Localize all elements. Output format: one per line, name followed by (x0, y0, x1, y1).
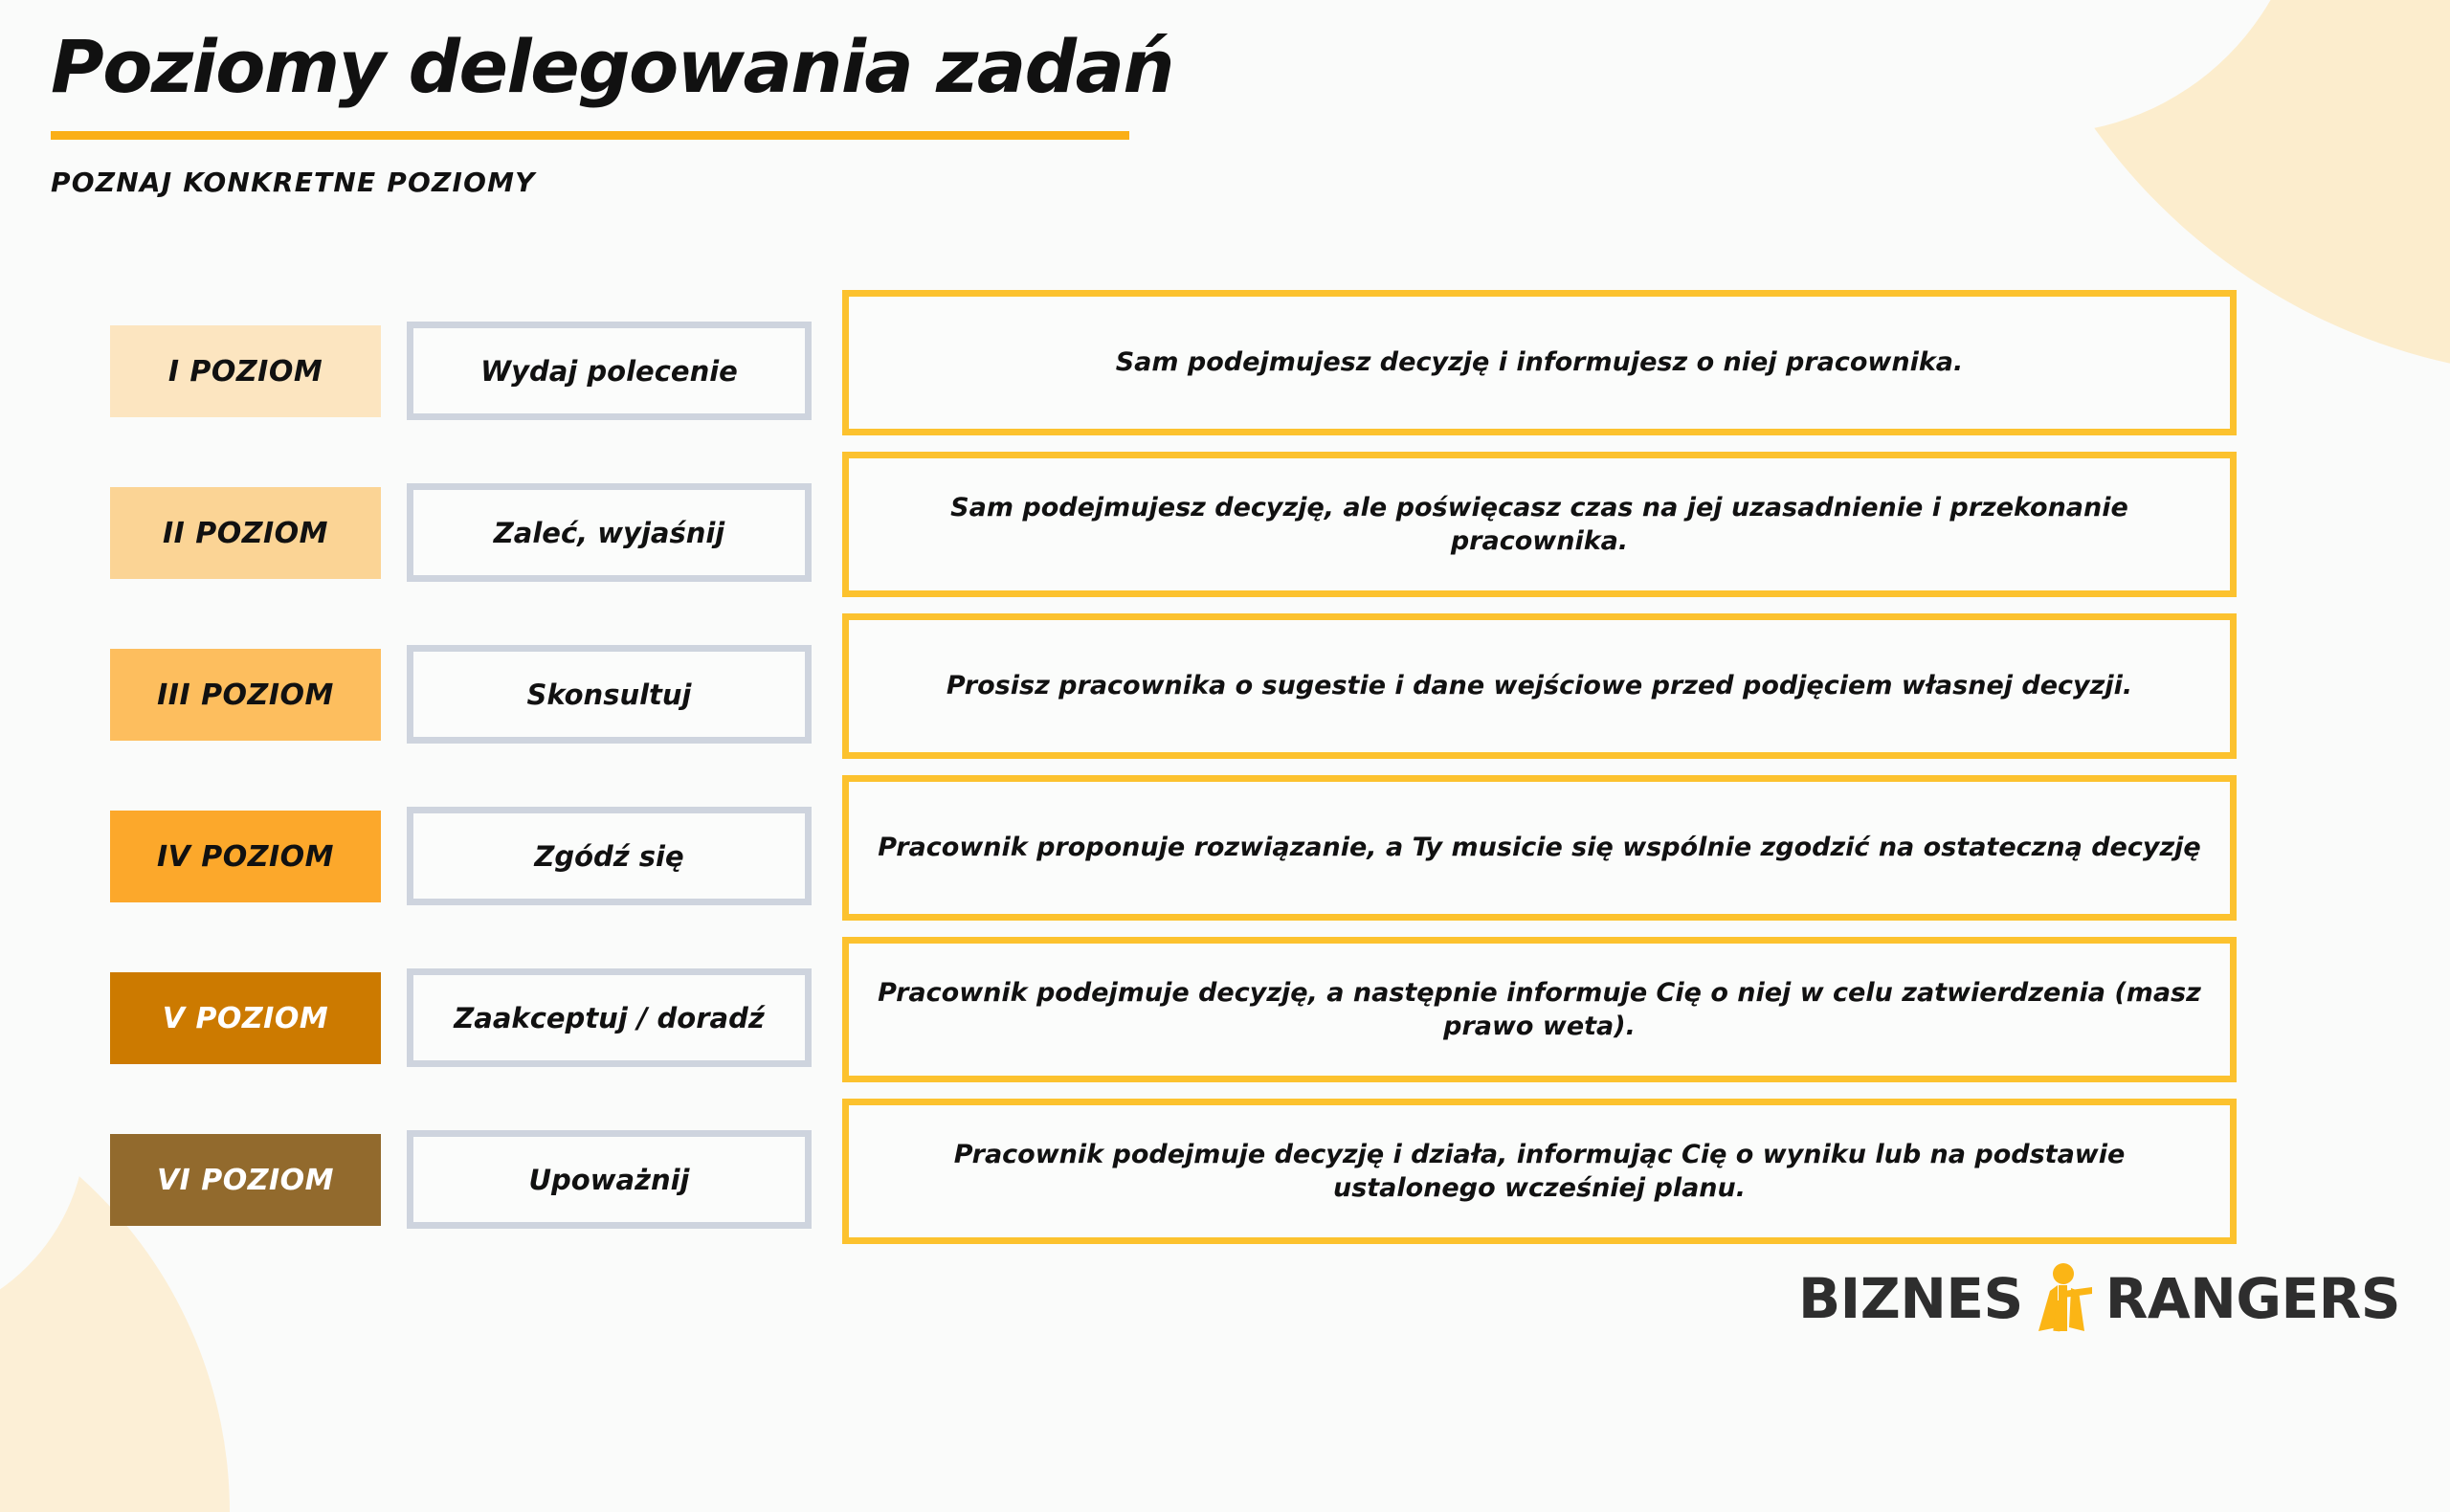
level-badge: III POZIOM (110, 649, 381, 741)
levels-list (0, 290, 2450, 1260)
level-description-box: Pracownik podejmuje decyzję, a następnie informuje Cię o niej w celu zatwierdzenia (masz prawo weta). (842, 937, 2237, 1082)
page-subtitle: POZNAJ KONKRETNE POZIOMY (51, 166, 536, 198)
level-action-box: Zgódź się (407, 807, 812, 905)
level-badge: V POZIOM (110, 972, 381, 1064)
level-row (0, 613, 2450, 775)
level-badge: I POZIOM (110, 325, 381, 417)
level-description-box: Prosisz pracownika o sugestie i dane wejściowe przed podjęciem własnej decyzji. (842, 613, 2237, 759)
header (51, 24, 1173, 198)
level-badge: II POZIOM (110, 487, 381, 579)
level-badge: VI POZIOM (110, 1134, 381, 1226)
title-underline-rule (51, 131, 1129, 140)
level-row (0, 452, 2450, 613)
logo-word-left: BIZNES (1797, 1266, 2023, 1331)
level-description-box: Sam podejmujesz decyzję, ale poświęcasz czas na jej uzasadnienie i przekonanie pracownika. (842, 452, 2237, 597)
logo-word-right: RANGERS (2105, 1266, 2400, 1331)
level-row (0, 1099, 2450, 1260)
level-row (0, 290, 2450, 452)
level-row (0, 775, 2450, 937)
level-description-box: Pracownik podejmuje decyzję i działa, informując Cię o wyniku lub na podstawie ustalonego wcześniej planu. (842, 1099, 2237, 1244)
level-action-box: Zaleć, wyjaśnij (407, 483, 812, 582)
level-badge: IV POZIOM (110, 811, 381, 902)
level-action-box: Skonsultuj (407, 645, 812, 744)
level-description-box: Sam podejmujesz decyzję i informujesz o niej pracownika. (842, 290, 2237, 435)
caped-ranger-icon (2029, 1262, 2100, 1335)
level-action-box: Wydaj polecenie (407, 322, 812, 420)
level-description-box: Pracownik proponuje rozwiązanie, a Ty musicie się wspólnie zgodzić na ostateczną decyzję (842, 775, 2237, 921)
brand-logo (1798, 1262, 2400, 1335)
level-row (0, 937, 2450, 1099)
level-action-box: Upoważnij (407, 1130, 812, 1229)
level-action-box: Zaakceptuj / doradź (407, 968, 812, 1067)
page-title: Poziomy delegowania zadań (51, 24, 1173, 109)
